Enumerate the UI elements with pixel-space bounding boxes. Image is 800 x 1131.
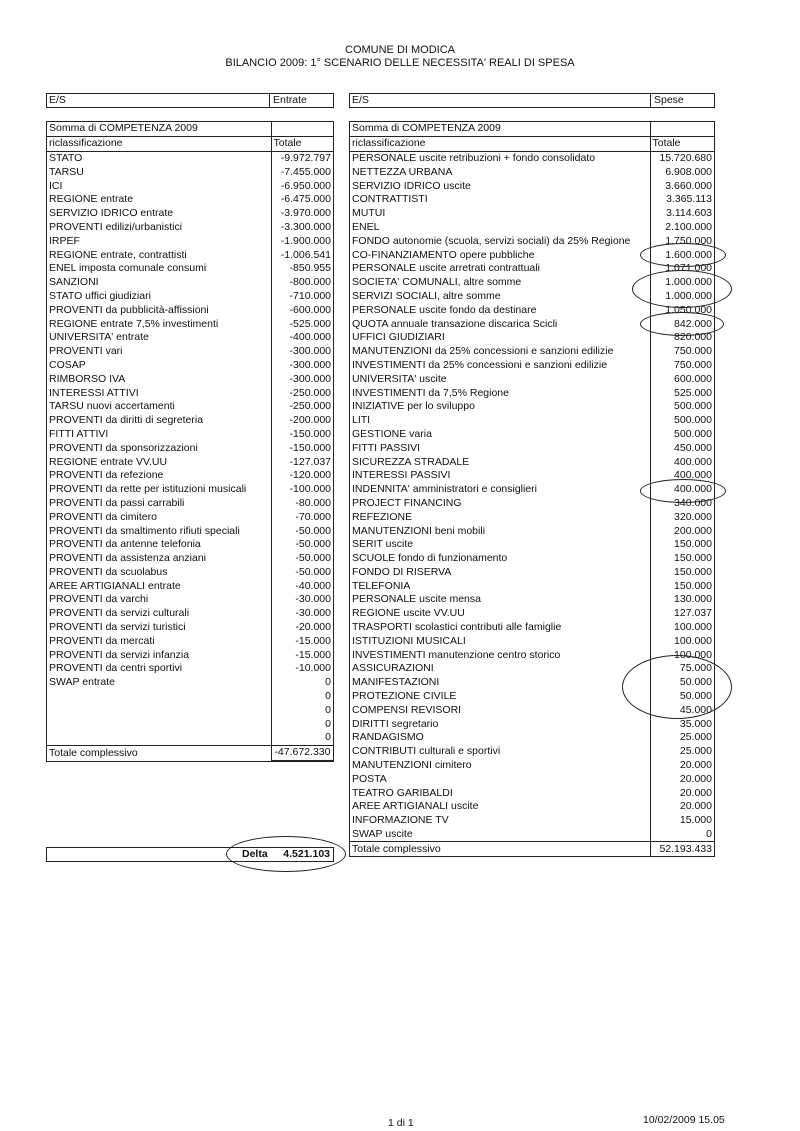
row-label: PROVENTI da smaltimento rifiuti speciali [47,524,271,538]
table-row [47,510,333,524]
table-row [47,469,333,483]
row-value: 3.365.113 [666,193,712,206]
row-value: -150.000 [289,427,331,440]
table-row [47,731,333,745]
row-label: INTERESSI ATTIVI [47,386,271,400]
row-label: PROVENTI da scuolabus [47,566,271,580]
row-value: -50.000 [295,524,331,537]
table-row [350,800,714,814]
row-value: -525.000 [289,317,331,330]
row-label: REGIONE uscite VV.UU [350,607,650,621]
row-label: TARSU nuovi accertamenti [47,400,271,414]
row-value: 750.000 [674,358,712,371]
table-row [47,703,333,717]
row-value: 100.000 [674,648,712,661]
row-label: PROVENTI da diritti di segreteria [47,414,271,428]
row-label: ENEL imposta comunale consumi [47,262,271,276]
row-label: SERVIZI SOCIALI, altre somme [350,290,650,304]
table-row [350,455,714,469]
row-label: UNIVERSITA' uscite [350,372,650,386]
delta-highlight-circle [226,836,346,872]
table-row [47,331,333,345]
row-value: 150.000 [674,565,712,578]
table-row [350,579,714,593]
row-label: PROVENTI da passi carrabili [47,497,271,511]
print-datetime: 10/02/2009 15.05 [643,1114,725,1126]
row-value: -9.972.797 [280,151,331,164]
row-value: -100.000 [289,483,331,496]
table-row [47,524,333,538]
row-value: 200.000 [674,524,712,537]
right-type-label: Spese [654,94,684,106]
table-row [47,579,333,593]
row-value: -120.000 [289,469,331,482]
row-value: -150.000 [289,441,331,454]
row-value: -15.000 [295,648,331,661]
table-row [47,317,333,331]
right-es-label: E/S [350,94,651,107]
row-value: 25.000 [679,731,712,744]
row-value: -200.000 [289,414,331,427]
table-row [47,400,333,414]
row-label: FONDO DI RISERVA [350,566,650,580]
row-label: PROVENTI da varchi [47,593,271,607]
document-subtitle: BILANCIO 2009: 1° SCENARIO DELLE NECESSITA' REALI DI SPESA [225,57,575,69]
table-row [47,441,333,455]
table-row [47,428,333,442]
highlight-circle-societa-servizi [632,270,732,308]
row-value: 1.071.000 [665,262,712,275]
row-value: 100.000 [674,634,712,647]
table-row [350,772,714,786]
row-value: 1.000.000 [665,289,712,302]
page-number: 1 di 1 [388,1117,414,1129]
row-label: PROVENTI da servizi infanzia [47,648,271,662]
row-label: PERSONALE uscite retribuzioni + fondo consolidato [350,151,650,165]
row-value: -50.000 [295,552,331,565]
row-label: INDENNITA' amministratori e consiglieri [350,483,650,497]
table-row [47,193,333,207]
row-value: 45.000 [679,703,712,716]
document-title: COMUNE DI MODICA [345,44,455,56]
row-label: COMPENSI REVISORI [350,703,650,717]
table-row [350,165,714,179]
row-label [47,690,271,704]
row-label: SOCIETA' COMUNALI, altre somme [350,276,650,290]
row-label: PROVENTI da pubblicità-affissioni [47,303,271,317]
row-value: 0 [325,676,331,689]
row-value: -15.000 [295,634,331,647]
row-value: 0 [325,717,331,730]
row-label: CONTRATTISTI [350,193,650,207]
row-value: 100.000 [674,621,712,634]
row-value: 3.114.603 [666,207,712,220]
table-row [47,345,333,359]
row-label: TELEFONIA [350,579,650,593]
row-label: RANDAGISMO [350,731,650,745]
highlight-circle-assicurazioni [622,655,732,719]
row-value: 450.000 [674,441,712,454]
row-label: PROVENTI edilizi/urbanistici [47,221,271,235]
row-value: 6.908.000 [665,165,712,178]
table-row [47,552,333,566]
right-col-total: Totale [650,136,714,151]
row-label: PROVENTI da antenne telefonia [47,538,271,552]
table-row [47,717,333,731]
table-row [47,276,333,290]
row-label: TEATRO GARIBALDI [350,786,650,800]
row-value: 35.000 [679,717,712,730]
row-value: -400.000 [289,331,331,344]
row-value: 1.750.000 [665,234,712,247]
table-row [47,179,333,193]
table-row [47,151,333,165]
row-value: -30.000 [295,607,331,620]
row-value: 20.000 [679,772,712,785]
row-value: 400.000 [674,469,712,482]
row-label: MUTUI [350,207,650,221]
left-es-header [46,93,334,108]
table-row [350,151,714,165]
highlight-circle-quota [640,312,724,336]
left-col-total: Totale [271,136,333,151]
table-row [350,179,714,193]
row-label: PERSONALE uscite fondo da destinare [350,303,650,317]
row-label: PROVENTI da centri sportivi [47,662,271,676]
row-value: 3.660.000 [665,179,712,192]
row-value: 820.000 [674,331,712,344]
row-label: FONDO autonomie (scuola, servizi sociali) da 25% Regione [350,234,650,248]
table-row [47,207,333,221]
row-value: 0 [325,703,331,716]
row-label: DIRITTI segretario [350,717,650,731]
row-label: NETTEZZA URBANA [350,165,650,179]
table-row [47,483,333,497]
highlight-circle-indennita [640,479,726,503]
row-value: 130.000 [674,593,712,606]
row-label [47,731,271,745]
row-value: 0 [706,828,712,841]
row-value: -50.000 [295,538,331,551]
row-label: PROVENTI da servizi culturali [47,607,271,621]
row-value: -6.950.000 [280,179,331,192]
table-row [350,538,714,552]
row-label: INVESTIMENTI manutenzione centro storico [350,648,650,662]
table-row [47,414,333,428]
row-label: FITTI PASSIVI [350,441,650,455]
left-col-label: riclassificazione [47,136,271,151]
row-value: -800.000 [289,276,331,289]
row-value: -600.000 [289,303,331,316]
row-label: ENEL [350,221,650,235]
row-label: COSAP [47,359,271,373]
table-row [350,745,714,759]
row-value: -3.300.000 [280,220,331,233]
table-row [350,731,714,745]
row-label: LITI [350,414,650,428]
table-row [350,372,714,386]
left-total-value: -47.672.330 [271,745,333,760]
table-row [350,717,714,731]
table-row [350,441,714,455]
row-label: ASSICURAZIONI [350,662,650,676]
right-total-value: 52.193.433 [650,842,714,856]
row-label: STATO [47,151,271,165]
row-label: REGIONE entrate VV.UU [47,455,271,469]
row-value: 50.000 [679,676,712,689]
row-label: IRPEF [47,234,271,248]
row-label: ICI [47,179,271,193]
row-value: -250.000 [289,386,331,399]
row-label: AREE ARTIGIANALI uscite [350,800,650,814]
row-label: CO-FINANZIAMENTO opere pubbliche [350,248,650,262]
row-value: 0 [325,690,331,703]
row-label: MANIFESTAZIONI [350,676,650,690]
left-total-label: Totale complessivo [47,745,271,760]
row-label: MANUTENZIONI da 25% concessioni e sanzioni edilizie [350,345,650,359]
table-row [350,593,714,607]
row-label: PROTEZIONE CIVILE [350,690,650,704]
row-label: PROVENTI vari [47,345,271,359]
row-value: -10.000 [295,662,331,675]
table-row [350,428,714,442]
table-row [47,690,333,704]
delta-value: 4.521.103 [283,848,330,860]
row-label: INVESTIMENTI da 25% concessioni e sanzioni edilizie [350,359,650,373]
table-row [350,828,714,842]
row-label: SERVIZIO IDRICO uscite [350,179,650,193]
table-row [47,621,333,635]
table-row [350,386,714,400]
table-row [47,221,333,235]
row-value: -850.955 [289,262,331,275]
row-label: TRASPORTI scolastici contributi alle famiglie [350,621,650,635]
table-row [47,607,333,621]
delta-label: Delta [242,848,268,860]
row-label: SERVIZIO IDRICO entrate [47,207,271,221]
row-label: FITTI ATTIVI [47,428,271,442]
table-row [47,262,333,276]
table-row [350,345,714,359]
table-row [350,621,714,635]
right-sum-title: Somma di COMPETENZA 2009 [350,122,650,136]
table-row [47,648,333,662]
table-row [350,414,714,428]
row-label: INTERESSI PASSIVI [350,469,650,483]
row-value: 50.000 [679,690,712,703]
row-label: CONTRIBUTI culturali e sportivi [350,745,650,759]
table-row [47,234,333,248]
row-value: 600.000 [674,372,712,385]
row-label: SERIT uscite [350,538,650,552]
row-label: REGIONE entrate 7,5% investimenti [47,317,271,331]
row-label: ISTITUZIONI MUSICALI [350,634,650,648]
table-row [47,372,333,386]
table-row [47,593,333,607]
right-total-label: Totale complessivo [350,842,650,856]
row-value: 400.000 [674,483,712,496]
table-row [350,510,714,524]
row-value: 127.037 [674,607,712,620]
row-value: 75.000 [679,662,712,675]
table-row [350,193,714,207]
row-label: REGIONE entrate, contrattisti [47,248,271,262]
row-label: PROVENTI da servizi turistici [47,621,271,635]
row-value: -20.000 [295,621,331,634]
left-type-label: Entrate [273,94,307,106]
row-label: STATO uffici giudiziari [47,290,271,304]
table-row [47,303,333,317]
table-row [350,400,714,414]
row-label: PROVENTI da cimitero [47,510,271,524]
row-value: 340.000 [674,496,712,509]
table-row [350,566,714,580]
row-value: -710.000 [289,289,331,302]
row-value: -70.000 [295,510,331,523]
row-value: 1.000.000 [665,276,712,289]
row-value: 15.000 [679,814,712,827]
table-row [350,552,714,566]
table-row [350,221,714,235]
row-label: SCUOLE fondo di funzionamento [350,552,650,566]
row-value: -300.000 [289,345,331,358]
row-value: 150.000 [674,538,712,551]
row-value: 1.050.000 [665,303,712,316]
row-label: SICUREZZA STRADALE [350,455,650,469]
row-label: MANUTENZIONI beni mobili [350,524,650,538]
left-es-label: E/S [47,94,270,107]
right-col-label: riclassificazione [350,136,650,151]
row-label: RIMBORSO IVA [47,372,271,386]
table-row [350,786,714,800]
row-label: INVESTIMENTI da 7,5% Regione [350,386,650,400]
row-label: SWAP uscite [350,828,650,842]
row-value: 150.000 [674,552,712,565]
row-value: 2.100.000 [665,220,712,233]
row-label: TARSU [47,165,271,179]
row-label: PROJECT FINANCING [350,497,650,511]
row-value: 20.000 [679,759,712,772]
row-label: PROVENTI da refezione [47,469,271,483]
row-value: 525.000 [674,386,712,399]
table-row [350,814,714,828]
row-label: REGIONE entrate [47,193,271,207]
row-value: -300.000 [289,358,331,371]
table-row [350,359,714,373]
row-value: -1.006.541 [280,248,331,261]
row-label: QUOTA annuale transazione discarica Scicli [350,317,650,331]
row-label: GESTIONE varia [350,428,650,442]
row-value: -300.000 [289,372,331,385]
row-value: -1.900.000 [280,234,331,247]
row-label [47,717,271,731]
table-row [47,248,333,262]
row-value: 0 [325,731,331,744]
table-row [47,634,333,648]
table-row [350,607,714,621]
row-value: -250.000 [289,400,331,413]
row-label [47,703,271,717]
highlight-circle-cofinanziamento [640,243,726,267]
row-value: -3.970.000 [280,207,331,220]
row-label: SWAP entrate [47,676,271,690]
row-value: 25.000 [679,745,712,758]
row-label: PROVENTI da rette per istituzioni musicali [47,483,271,497]
row-label: PROVENTI da assistenza anziani [47,552,271,566]
row-label: REFEZIONE [350,510,650,524]
table-row [350,759,714,773]
row-label: AREE ARTIGIANALI entrate [47,579,271,593]
table-row [47,165,333,179]
row-value: 500.000 [674,427,712,440]
table-row [47,359,333,373]
row-label: INIZIATIVE per lo sviluppo [350,400,650,414]
row-value: -50.000 [295,565,331,578]
row-label: SANZIONI [47,276,271,290]
right-es-header [349,93,715,108]
table-row [47,497,333,511]
table-row [47,676,333,690]
row-label: PROVENTI da mercati [47,634,271,648]
row-value: 750.000 [674,345,712,358]
table-row [47,566,333,580]
row-value: -7.455.000 [280,165,331,178]
row-value: -127.037 [289,455,331,468]
row-label: PERSONALE uscite arretrati contrattuali [350,262,650,276]
table-row [47,455,333,469]
row-label: MANUTENZIONI cimitero [350,759,650,773]
table-row [47,290,333,304]
row-value: -40.000 [295,579,331,592]
row-value: 500.000 [674,414,712,427]
row-value: 500.000 [674,400,712,413]
row-label: POSTA [350,772,650,786]
table-row [350,524,714,538]
row-value: 20.000 [679,786,712,799]
row-label: UFFICI GIUDIZIARI [350,331,650,345]
row-value: 1.600.000 [665,248,712,261]
row-value: -30.000 [295,593,331,606]
table-row [47,538,333,552]
row-label: INFORMAZIONE TV [350,814,650,828]
row-value: 20.000 [679,800,712,813]
row-value: 15.720.680 [659,151,712,164]
row-value: -80.000 [295,496,331,509]
row-value: 320.000 [674,510,712,523]
table-row [47,386,333,400]
table-row [350,634,714,648]
row-label: UNIVERSITA' entrate [47,331,271,345]
row-label: PROVENTI da sponsorizzazioni [47,441,271,455]
table-row [350,207,714,221]
row-label: PERSONALE uscite mensa [350,593,650,607]
row-value: 842.000 [674,317,712,330]
entrate-table [46,121,334,762]
table-row [47,662,333,676]
row-value: -6.475.000 [280,193,331,206]
left-sum-title: Somma di COMPETENZA 2009 [47,122,271,136]
row-value: 150.000 [674,579,712,592]
row-value: 400.000 [674,455,712,468]
